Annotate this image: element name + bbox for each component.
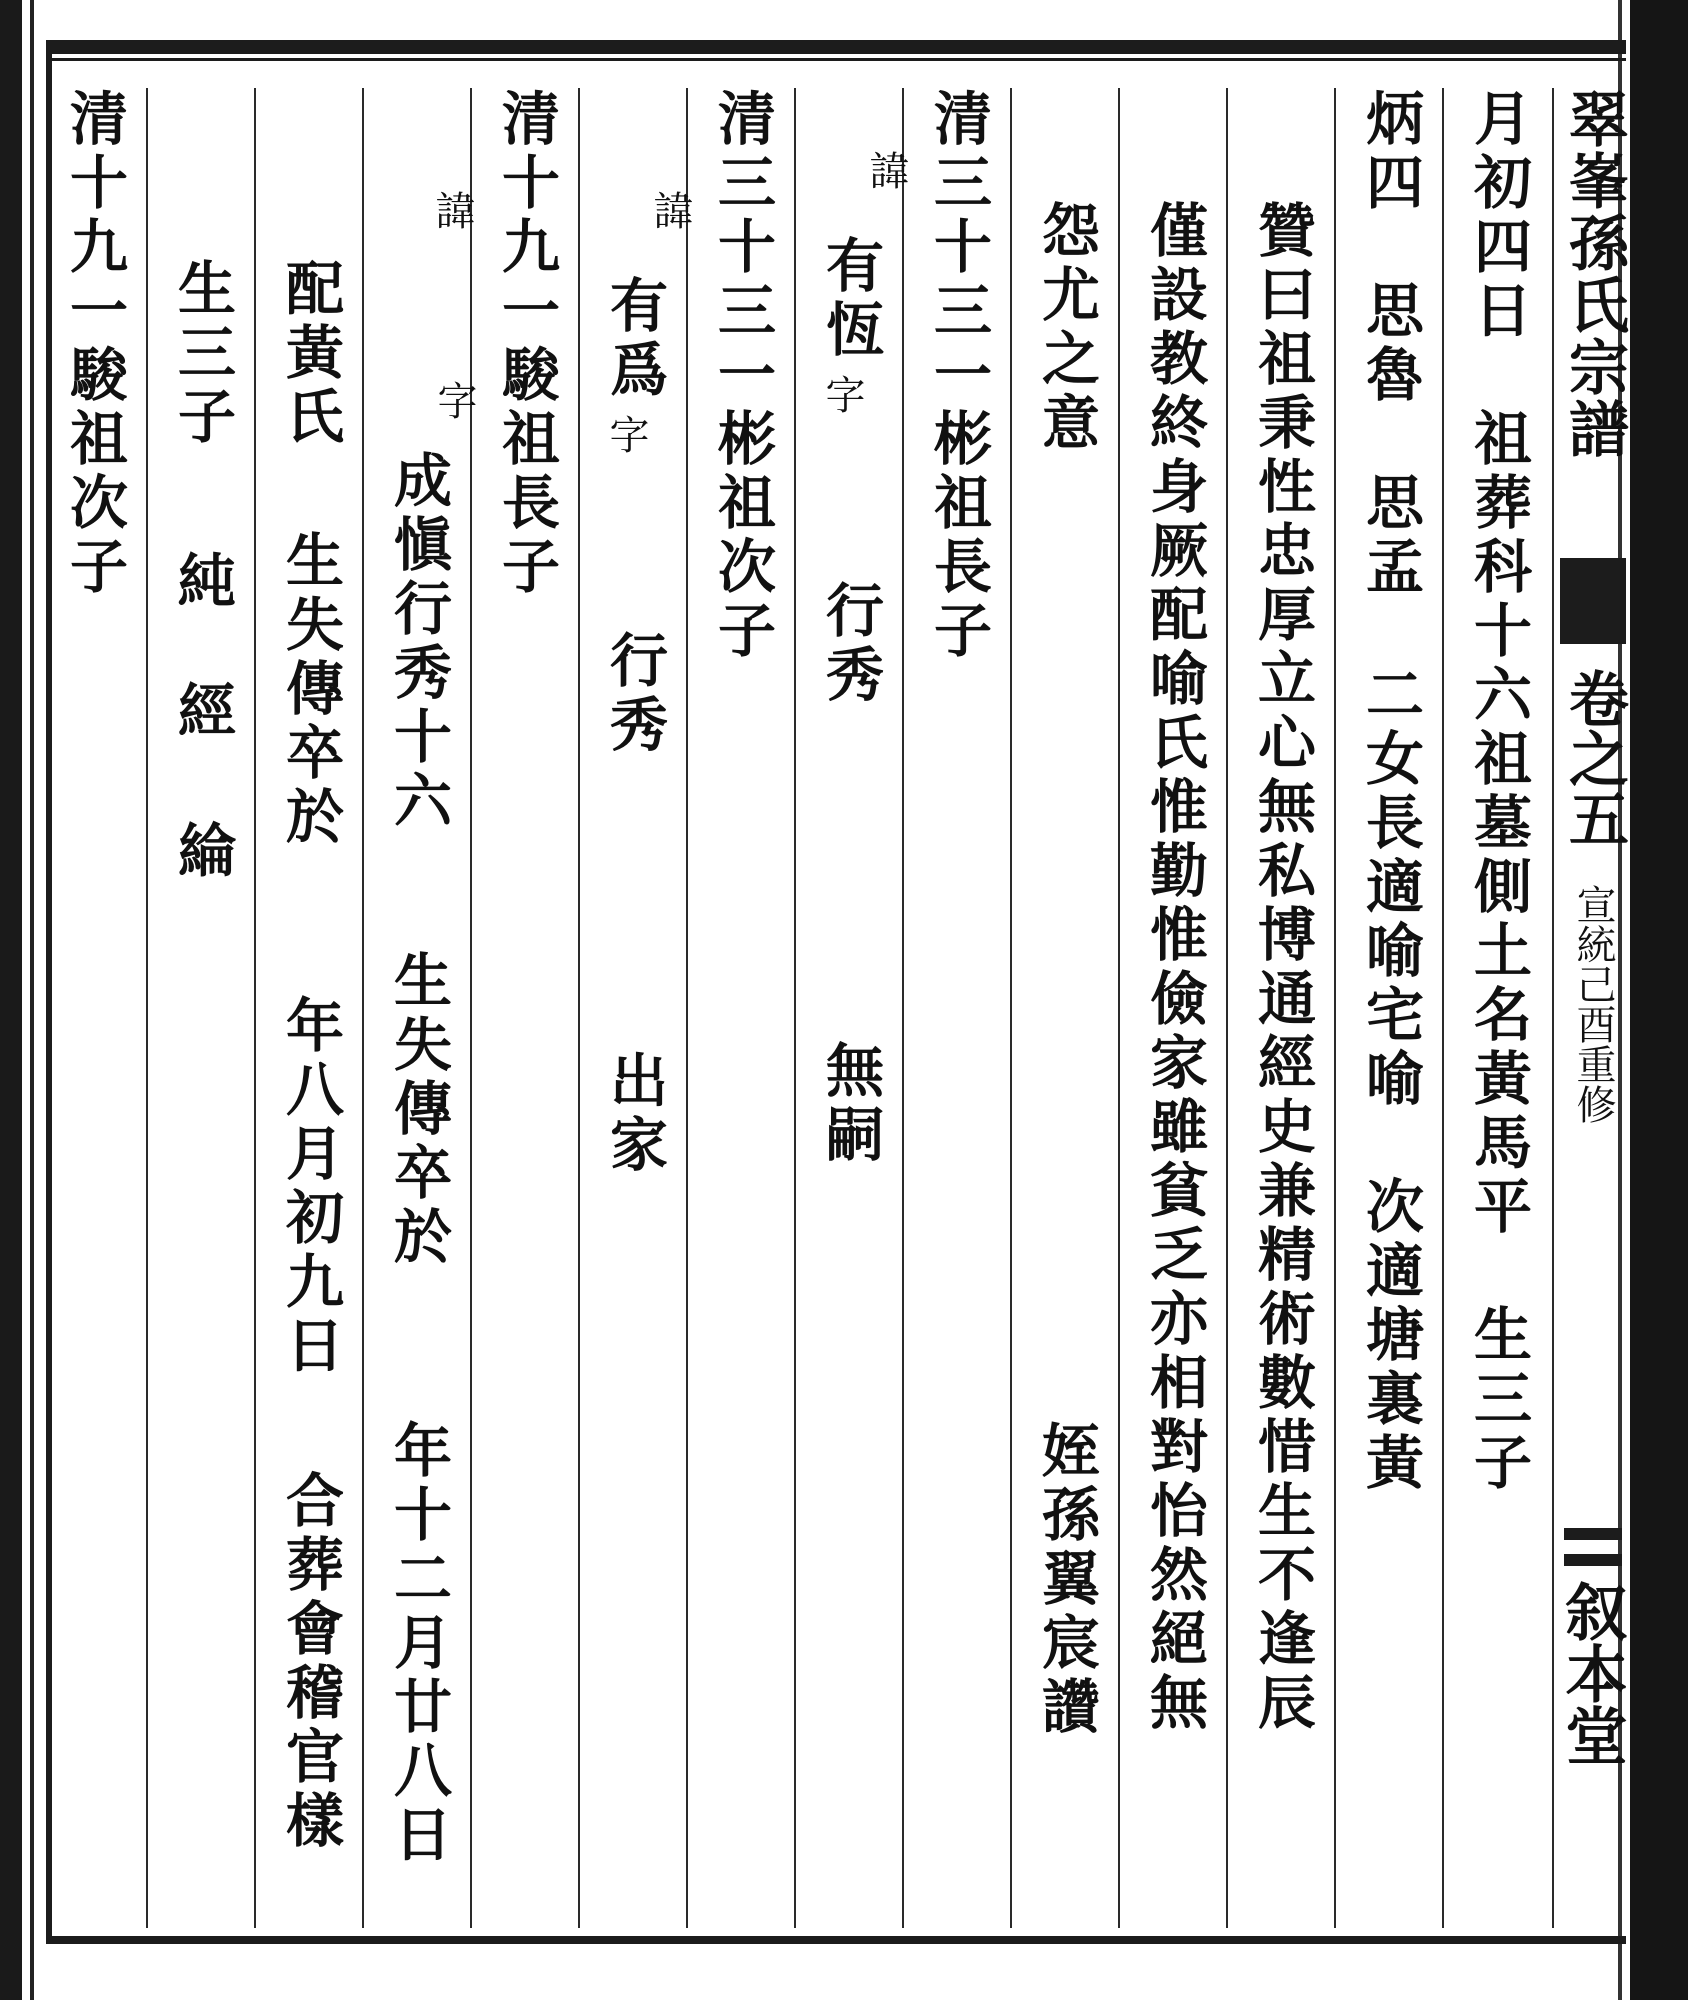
descendant-note: 出家 [600, 1050, 668, 1178]
column-divider [902, 88, 904, 1928]
child-name: 經 [168, 680, 236, 744]
eulogy-author: 姪孫翼宸讚 [1032, 1420, 1100, 1740]
genealogy-page [46, 40, 1629, 1950]
column-divider [470, 88, 472, 1928]
column-divider [254, 88, 256, 1928]
taboo-name-label: 諱 [647, 190, 693, 236]
descendant-note: 無嗣 [816, 1040, 884, 1168]
text-column-burial: 月初四日 祖葬科十六祖墓側土名黃馬平 生三子 [1464, 88, 1532, 1496]
hall-name: 叙本堂 [1555, 1580, 1628, 1766]
edition-note: 宣統己酉重修 [1570, 884, 1616, 1124]
child-name: 純 [168, 550, 236, 614]
generation-rank: 行秀 [816, 580, 884, 708]
taboo-name-label: 諱 [863, 150, 909, 196]
hall-bar [1564, 1554, 1622, 1566]
spouse-name: 配黃氏 [276, 258, 344, 450]
column-divider [1010, 88, 1012, 1928]
burial-place: 合葬會稽官樣 [276, 1470, 344, 1854]
hall-bar [1564, 1528, 1622, 1540]
column-divider [1334, 88, 1336, 1928]
child-name: 綸 [168, 820, 236, 884]
children-count: 生三子 [168, 258, 236, 450]
genealogy-title: 翠峯孫氏宗譜 [1559, 88, 1629, 460]
person-name: 有恆 [816, 235, 884, 363]
hall-name-block [1555, 1528, 1628, 1766]
book-spine-left [0, 0, 22, 2000]
lineage-heading: 清三十三一彬祖長子 [924, 88, 992, 664]
birth-death-record: 生失傳卒於 [384, 950, 452, 1270]
volume-label: 卷之五 [1559, 668, 1629, 848]
courtesy-name-label: 字 [603, 414, 649, 460]
death-date: 年十二月廿八日 [384, 1420, 452, 1868]
column-divider [1552, 88, 1554, 1928]
page-frame-top-inner [46, 58, 1626, 61]
book-spine-right [1630, 0, 1688, 2000]
courtesy-name-label: 字 [431, 380, 477, 426]
text-column-children: 炳四 思魯 思孟 二女長適喻宅喻 次適塘裏黃 [1356, 88, 1424, 1496]
column-divider [1118, 88, 1120, 1928]
column-divider [362, 88, 364, 1928]
page-frame-bottom [46, 1936, 1626, 1944]
page-banner [1555, 88, 1629, 1938]
spine-border-line [30, 0, 34, 2000]
column-divider [578, 88, 580, 1928]
text-column-eulogy-1: 贊曰祖秉性忠厚立心無私博通經史兼精術數惜生不逢辰 [1248, 200, 1316, 1736]
death-date: 年八月初九日 [276, 995, 344, 1379]
person-name-rank: 成愼行秀十六 [384, 450, 452, 834]
page-frame-left [46, 40, 52, 1944]
taboo-name-label: 諱 [429, 190, 475, 236]
text-column-eulogy-2: 僅設教終身厥配喻氏惟勤惟儉家雖貧乏亦相對怡然絕無 [1140, 200, 1208, 1736]
column-divider [686, 88, 688, 1928]
birth-death-record: 生失傳卒於 [276, 530, 344, 850]
lineage-heading: 清三十三一彬祖次子 [708, 88, 776, 664]
generation-rank: 行秀 [600, 630, 668, 758]
column-divider [1226, 88, 1228, 1928]
column-divider [794, 88, 796, 1928]
lineage-heading: 清十九一駿祖次子 [60, 88, 128, 600]
courtesy-name-label: 字 [819, 374, 865, 420]
page-frame-top [46, 40, 1626, 54]
fish-tail-mark [1560, 558, 1626, 644]
lineage-heading: 清十九一駿祖長子 [492, 88, 560, 600]
column-divider [146, 88, 148, 1928]
person-name: 有爲 [600, 275, 668, 403]
column-divider [1442, 88, 1444, 1928]
text-column-eulogy-3: 怨尤之意 [1032, 200, 1100, 456]
